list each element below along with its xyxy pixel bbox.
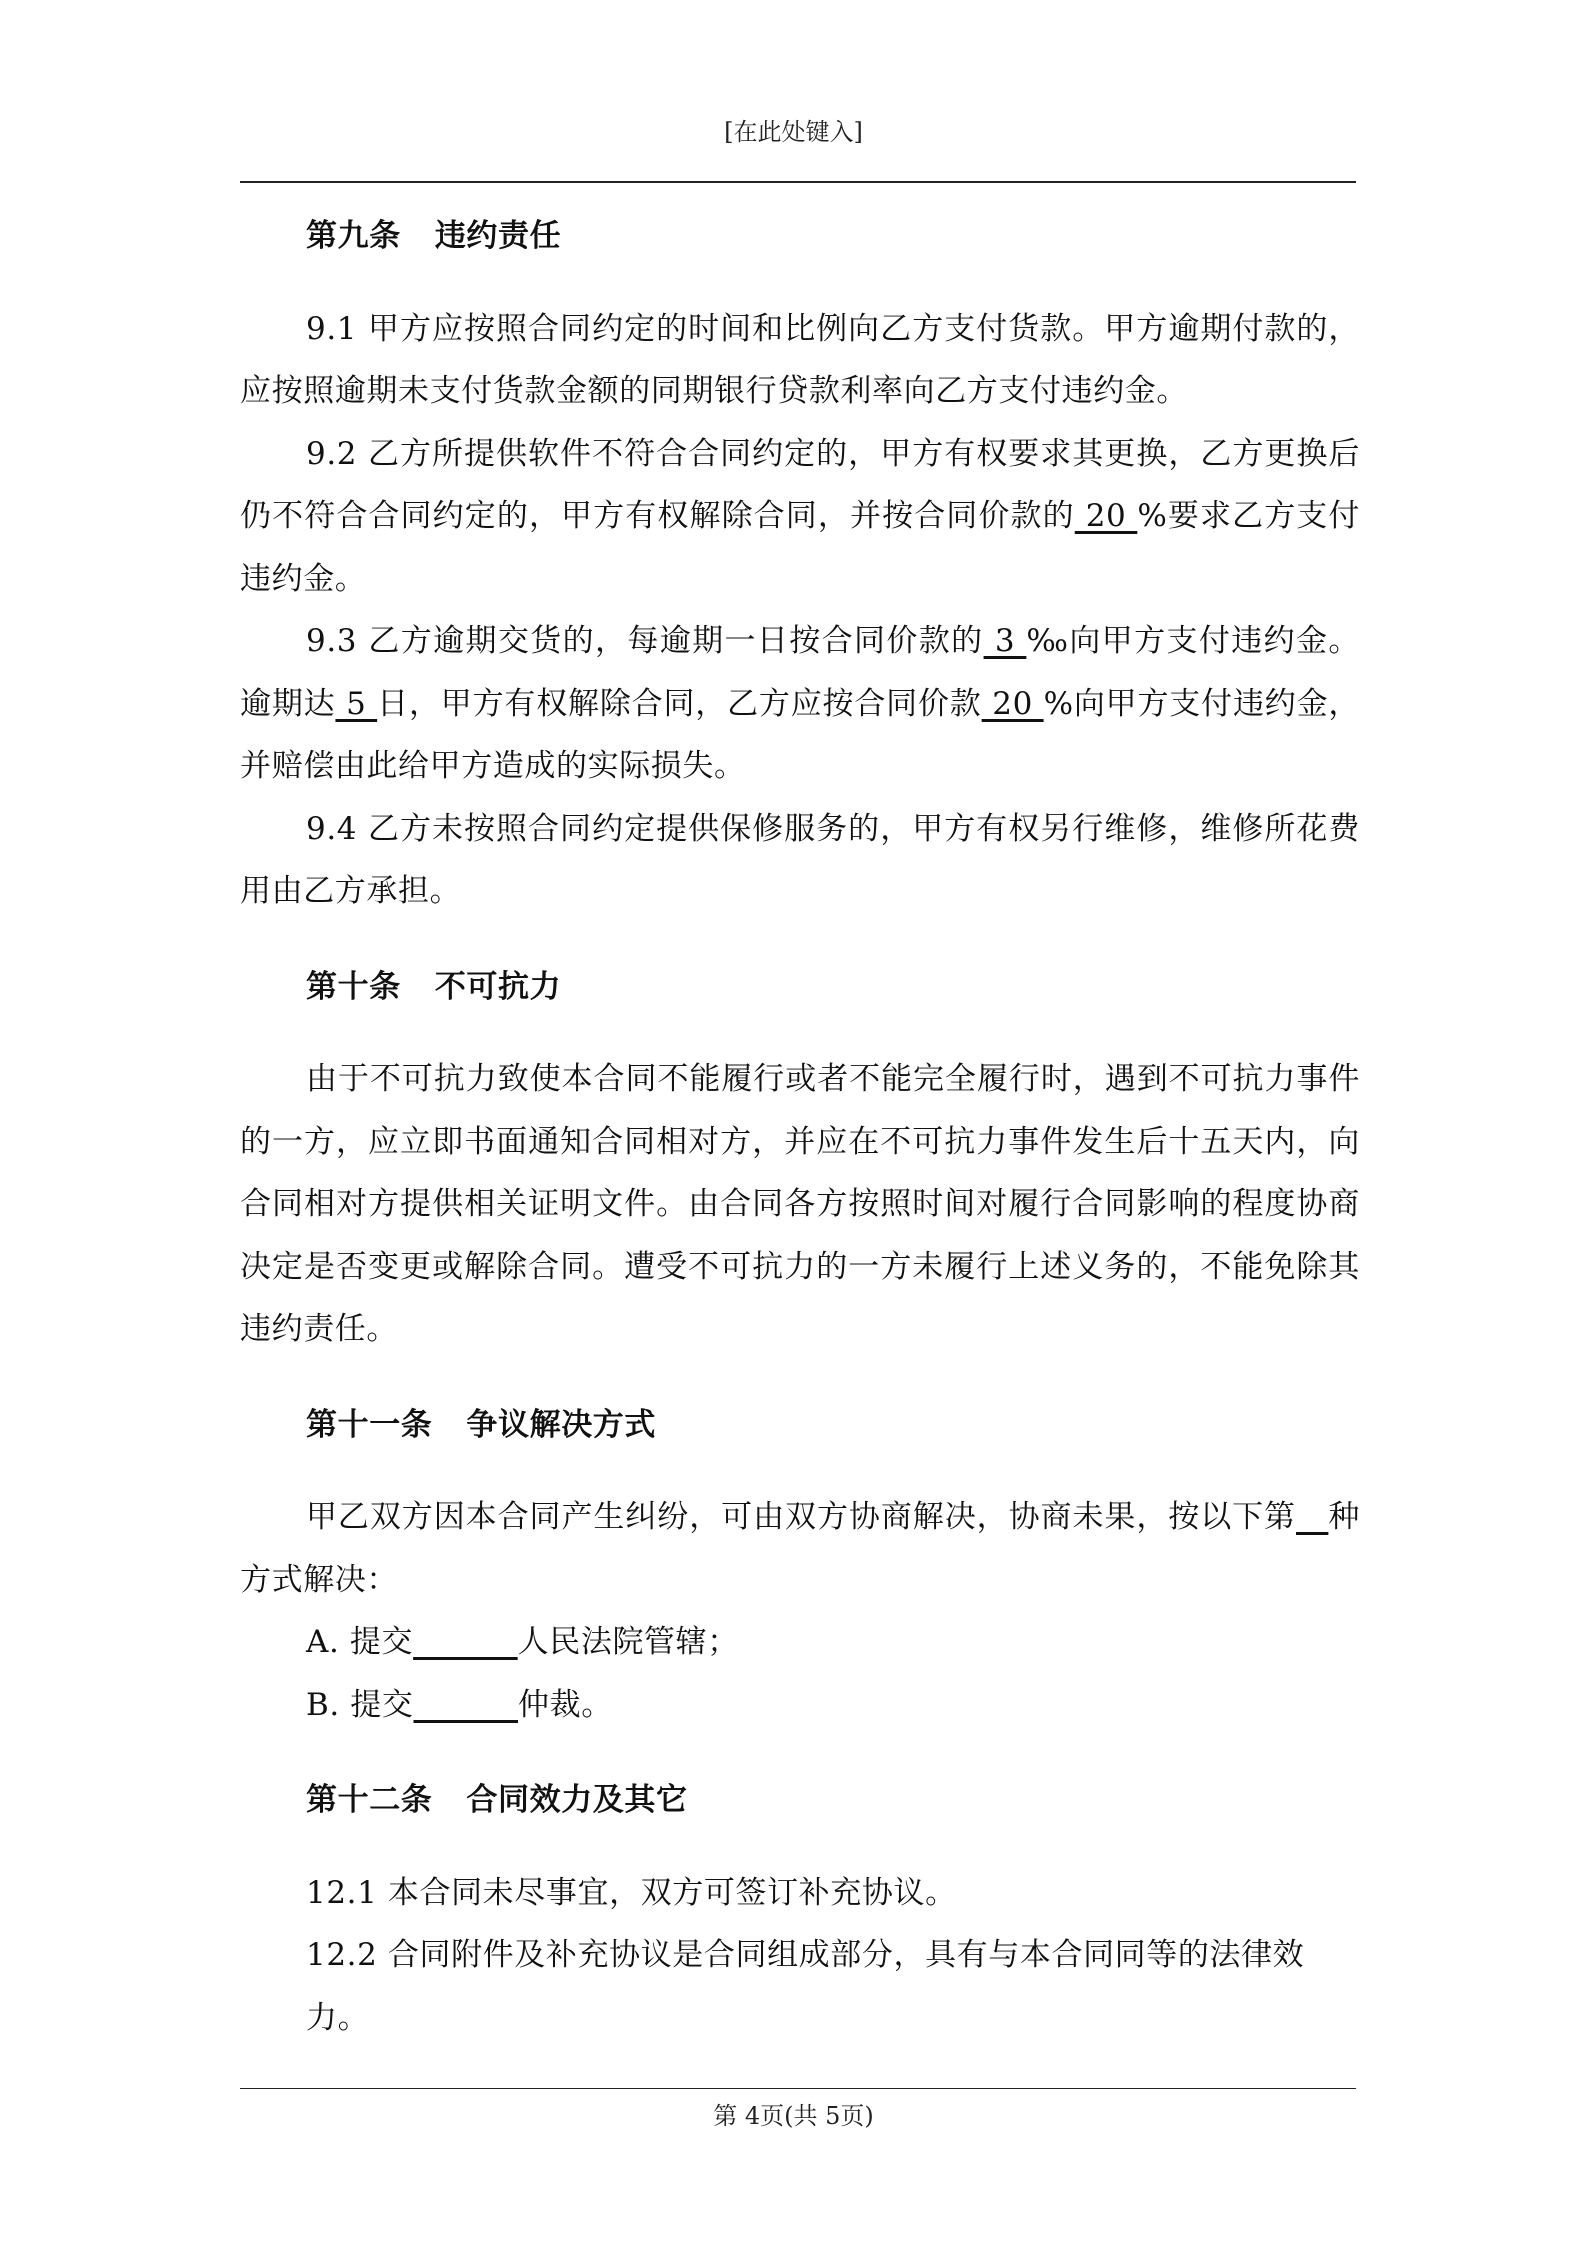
clause-9-3: 9.3 乙方逾期交货的，每逾期一日按合同价款的 3 ‰向甲方支付违约金。逾期达 5 日，甲方有权解除合同，乙方应按合同价款 20 %向甲方支付违约金，并赔偿由此给甲方造成的实际损失。: [240, 623, 1360, 784]
article-12-title: 合同效力及其它: [466, 1782, 688, 1818]
article-10-heading: [240, 956, 1360, 1019]
fill-blank-penalty-percent: 20: [1074, 498, 1138, 534]
header-divider: [240, 181, 1356, 183]
article-9-title: 违约责任: [434, 218, 562, 254]
article-11-title: 争议解决方式: [466, 1406, 657, 1443]
fill-blank-arbitration: [414, 1687, 519, 1723]
clause-12-1: 12.1 本合同未尽事宜，双方可签订补充协议。: [306, 1874, 957, 1911]
page-number: 第 4页(共 5页): [713, 2102, 874, 2130]
article-10-title: 不可抗力: [434, 968, 562, 1005]
clause-10: 由于不可抗力致使本合同不能履行或者不能完全履行时，遇到不可抗力事件的一方，应立即书面通知合同相对方，并应在不可抗力事件发生后十五天内，向合同相对方提供相关证明文件。由合同各方按照时间对履行合同影响的程度协商决定是否变更或解除合同。遭受不可抗力的一方未履行上述义务的，不能免除其违约责任。: [240, 1061, 1360, 1347]
fill-blank-court: [413, 1624, 518, 1660]
clause-12-2: 12.2 合同附件及补充协议是合同组成部分，具有与本合同同等的法律效力。: [306, 1937, 1305, 2036]
article-12-heading: [240, 1769, 1360, 1832]
document-body: [240, 205, 1360, 2049]
page-header: [在此处键入]: [724, 118, 863, 146]
fill-blank-daily-rate: 3: [983, 623, 1027, 659]
footer-divider: [240, 2088, 1356, 2089]
clause-9-4: 9.4 乙方未按照合同约定提供保修服务的，甲方有权另行维修，维修所花费用由乙方承担。: [240, 810, 1360, 909]
option-b: B. 提交 仲裁。: [306, 1686, 613, 1723]
article-11-heading: [240, 1394, 1360, 1457]
clause-9-2: 9.2 乙方所提供软件不符合合同约定的，甲方有权要求其更换，乙方更换后仍不符合合同约定的，甲方有权解除合同，并按合同价款的 20 %要求乙方支付违约金。: [240, 435, 1360, 597]
article-10-number: 第十条: [306, 968, 401, 1005]
clause-9-1: 9.1 甲方应按照合同约定的时间和比例向乙方支付货款。甲方逾期付款的，应按照逾期未支付货款金额的同期银行贷款利率向乙方支付违约金。: [240, 310, 1360, 409]
fill-blank-method-choice: [1296, 1499, 1328, 1535]
fill-blank-termination-percent: 20: [981, 685, 1044, 722]
option-a: A. 提交 人民法院管辖；: [306, 1624, 739, 1660]
article-9-heading: [240, 205, 1360, 268]
article-12-number: 第十二条: [306, 1782, 433, 1818]
article-9-number: 第九条: [306, 218, 401, 254]
article-11-number: 第十一条: [306, 1406, 433, 1443]
fill-blank-overdue-days: 5: [335, 685, 378, 722]
clause-11: 甲乙双方因本合同产生纠纷，可由双方协商解决，协商未果，按以下第 种方式解决：: [240, 1499, 1360, 1598]
